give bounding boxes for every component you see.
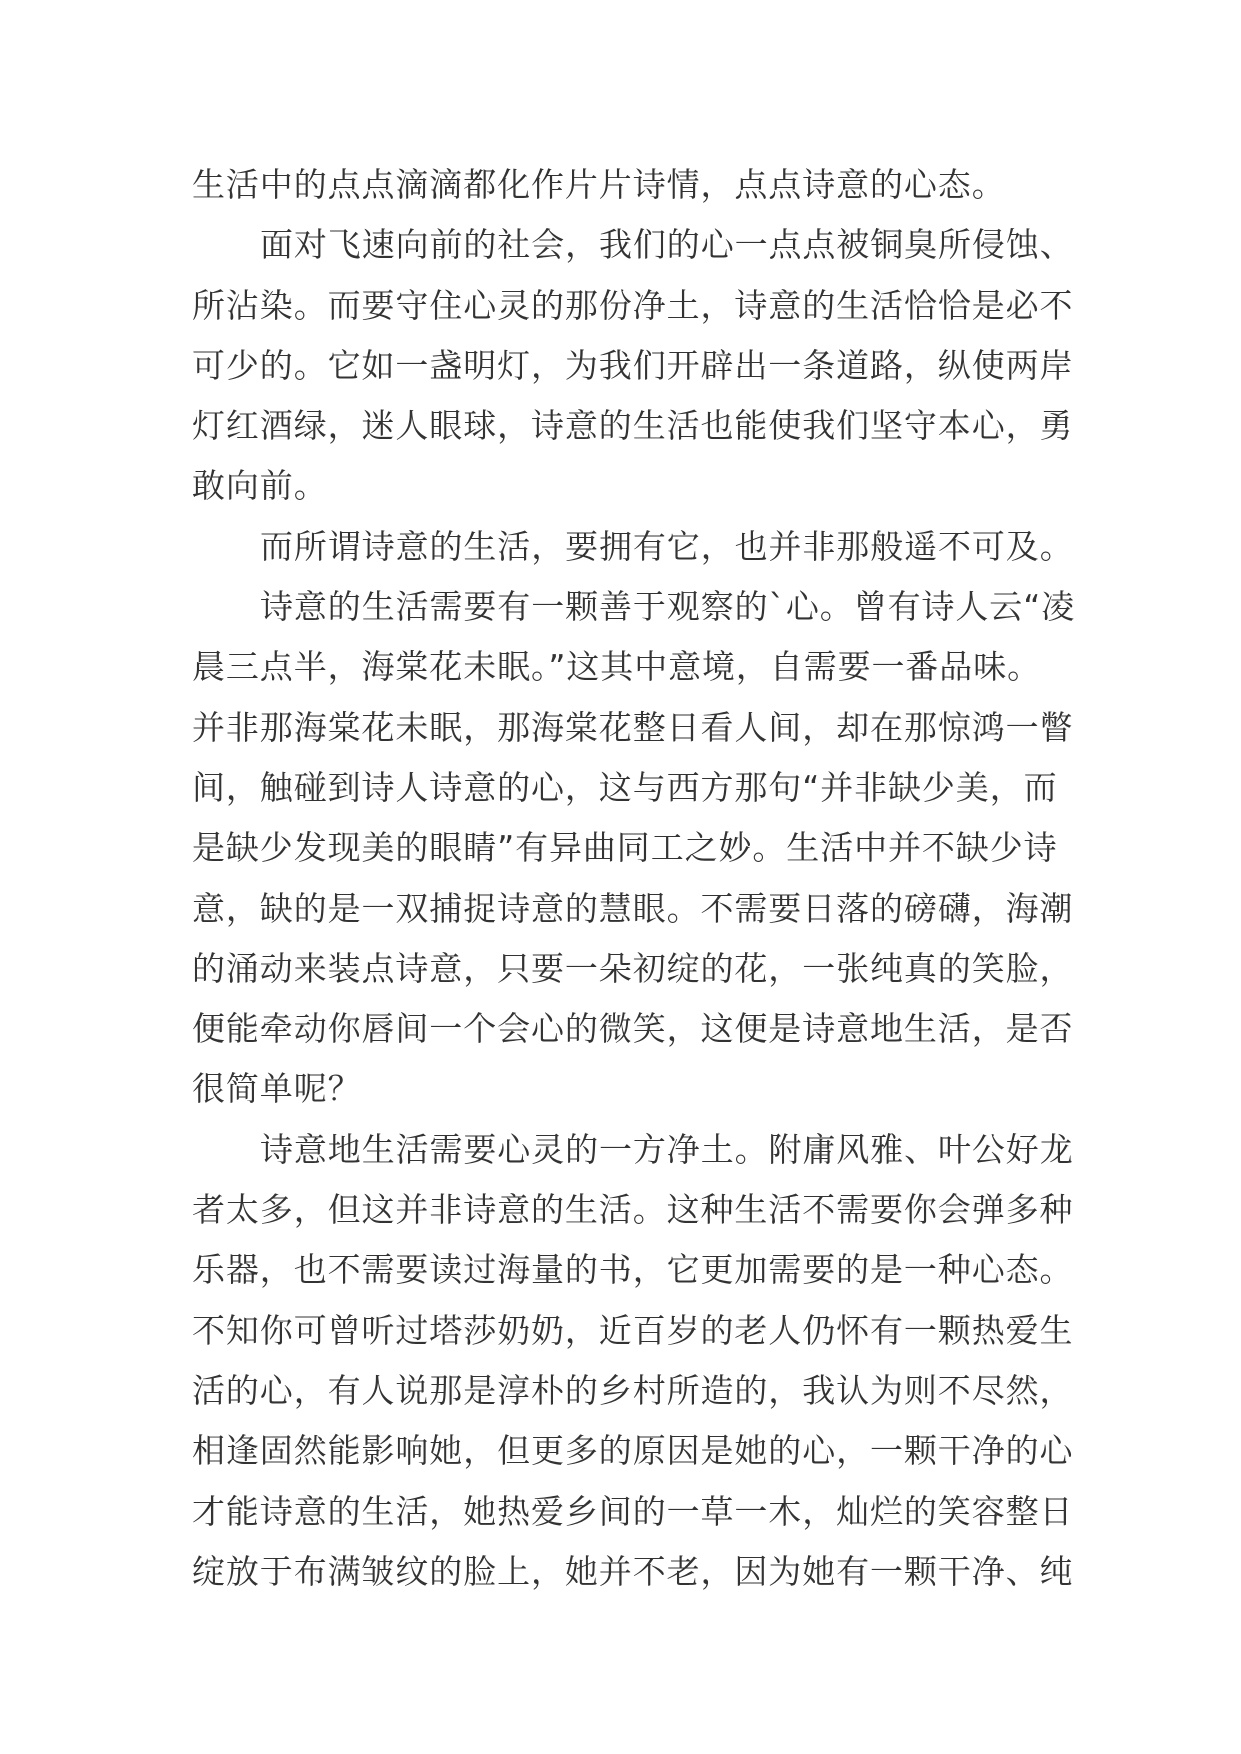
text-line: 诗意地生活需要心灵的一方净土。附庸风雅、叶公好龙 (260, 1129, 1074, 1169)
text-line: 不知你可曾听过塔莎奶奶，近百岁的老人仍怀有一颗热爱生 (192, 1310, 1074, 1350)
text-line: 便能牵动你唇间一个会心的微笑，这便是诗意地生活，是否 (192, 1009, 1074, 1049)
text-line: 才能诗意的生活，她热爱乡间的一草一木，灿烂的笑容整日 (192, 1491, 1074, 1531)
document-body (192, 155, 1076, 1602)
text-line: 很简单呢？ (192, 1069, 362, 1109)
text-line: 面对飞速向前的社会，我们的心一点点被铜臭所侵蚀、 (260, 225, 1074, 265)
text-line: 意，缺的是一双捕捉诗意的慧眼。不需要日落的磅礴，海潮 (192, 888, 1074, 928)
text-line: 敢向前。 (192, 466, 328, 506)
text-line: 乐器，也不需要读过海量的书，它更加需要的是一种心态。 (192, 1250, 1074, 1290)
text-line: 所沾染。而要守住心灵的那份净土，诗意的生活恰恰是必不 (192, 285, 1074, 325)
text-line: 绽放于布满皱纹的脸上，她并不老，因为她有一颗干净、纯 (192, 1551, 1074, 1591)
text-line: 生活中的点点滴滴都化作片片诗情，点点诗意的心态。 (192, 165, 1006, 204)
text-line: 灯红酒绿，迷人眼球，诗意的生活也能使我们坚守本心，勇 (192, 406, 1074, 446)
text-line: 可少的。它如一盏明灯，为我们开辟出一条道路，纵使两岸 (192, 345, 1074, 385)
text-line: 相逢固然能影响她，但更多的原因是她的心，一颗干净的心 (192, 1431, 1074, 1471)
text-line: 间，触碰到诗人诗意的心，这与西方那句“并非缺少美，而 (192, 767, 1058, 807)
text-line: 诗意的生活需要有一颗善于观察的`心。曾有诗人云“凌 (260, 587, 1076, 627)
text-line: 者太多，但这并非诗意的生活。这种生活不需要你会弹多种 (192, 1190, 1074, 1230)
text-line: 活的心，有人说那是淳朴的乡村所造的，我认为则不尽然， (192, 1370, 1074, 1410)
text-line: 的涌动来装点诗意，只要一朵初绽的花，一张纯真的笑脸， (192, 948, 1074, 988)
text-line: 并非那海棠花未眠，那海棠花整日看人间，却在那惊鸿一瞥 (192, 707, 1074, 747)
text-line: 晨三点半，海棠花未眠。”这其中意境，自需要一番品味。 (192, 647, 1041, 687)
text-line: 而所谓诗意的生活，要拥有它，也并非那般遥不可及。 (260, 526, 1074, 566)
text-line: 是缺少发现美的眼睛”有异曲同工之妙。生活中并不缺少诗 (192, 828, 1058, 868)
